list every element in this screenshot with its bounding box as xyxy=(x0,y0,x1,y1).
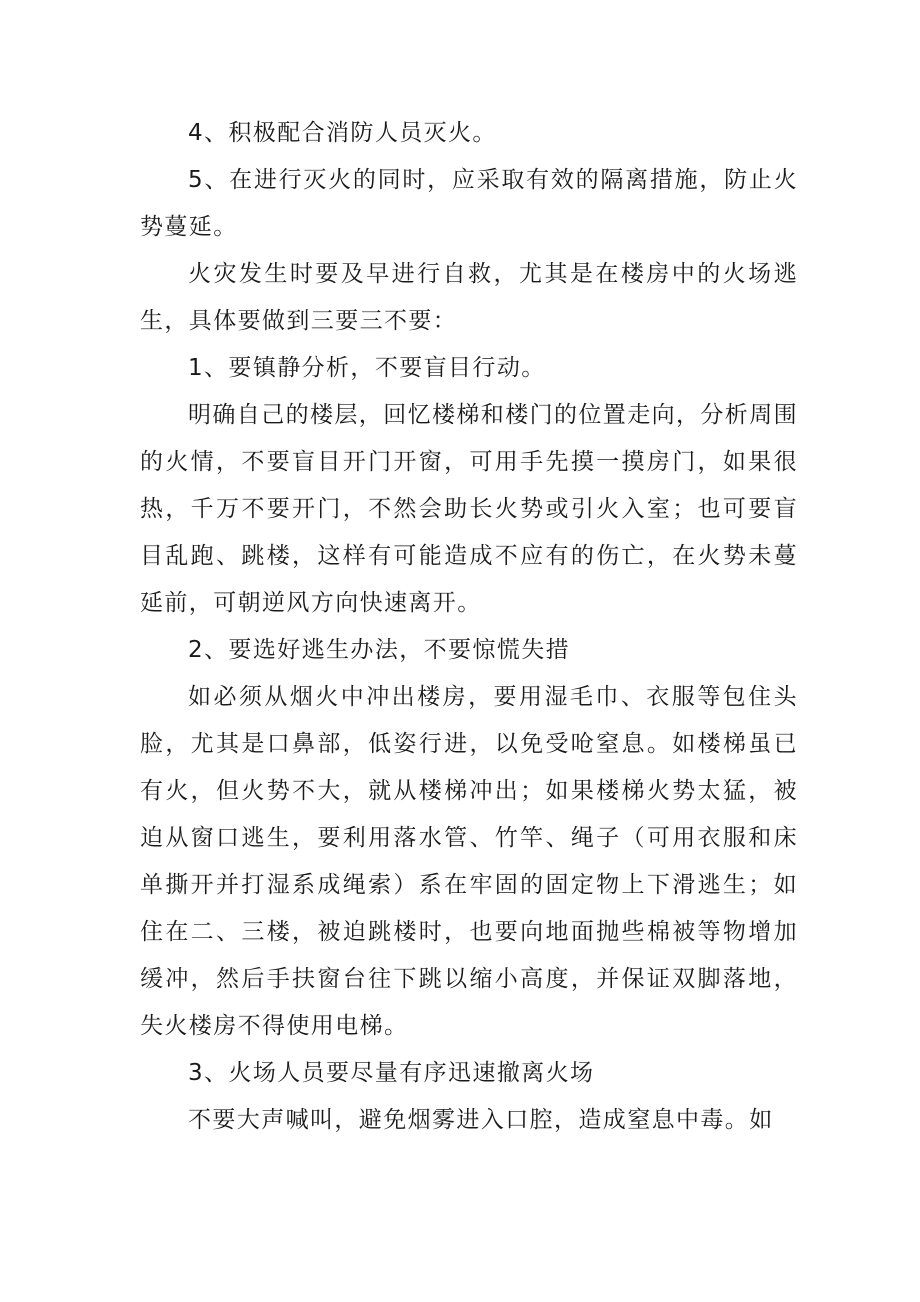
paragraph: 不要大声喊叫，避免烟雾进入口腔，造成窒息中毒。如 xyxy=(188,1107,774,1133)
paragraph: 如必须从烟火中冲出楼房，要用湿毛巾、衣服等包住头脸，尤其是口鼻部，低姿行进，以免受呛窒息。如楼梯虽已有火，但火势不大，就从楼梯冲出；如果楼梯火势太猛，被迫从窗口逃生，要利用落水管、竹竿、绳子（可用衣服和床单撕开并打湿系成绳索）系在牢固的固定物上下滑逃生；如住在二、三楼，被迫跳楼时，也要向地面抛些棉被等物增加缓冲，然后手扶窗台往下跳以缩小高度，并保证双脚落地，失火楼房不得使用电梯。 xyxy=(140,684,798,1039)
paragraph: 5、在进行灭火的同时，应采取有效的隔离措施，防止火势蔓延。 xyxy=(140,167,798,240)
paragraph: 2、要选好逃生办法，不要惊慌失措 xyxy=(188,637,571,663)
paragraph: 1、要镇静分析，不要盲目行动。 xyxy=(188,355,546,381)
paragraph: 火灾发生时要及早进行自救，尤其是在楼房中的火场逃生，具体要做到三要三不要： xyxy=(140,261,798,334)
paragraph: 4、积极配合消防人员灭火。 xyxy=(188,120,497,146)
paragraph: 3、火场人员要尽量有序迅速撤离火场 xyxy=(188,1060,595,1086)
paragraph: 明确自己的楼层，回忆楼梯和楼门的位置走向，分析周围的火情，不要盲目开门开窗，可用手先摸一摸房门，如果很热，千万不要开门，不然会助长火势或引火入室；也可要盲目乱跑、跳楼，这样有可能造成不应有的伤亡，在火势未蔓延前，可朝逆风方向快速离开。 xyxy=(140,402,798,616)
document-body xyxy=(140,110,798,1144)
